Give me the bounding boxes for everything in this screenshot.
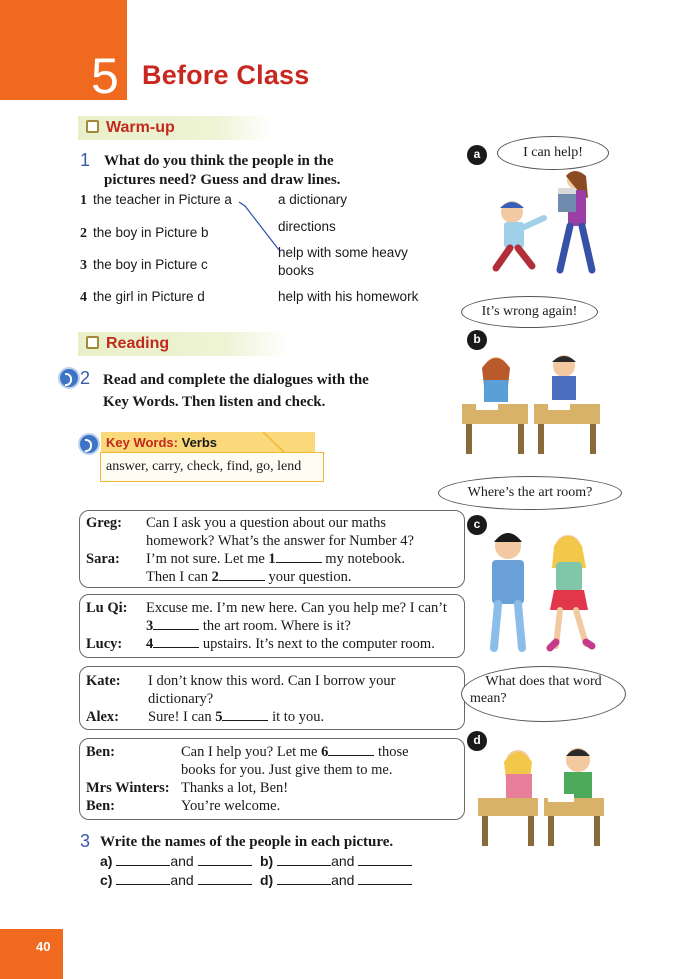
- audio-icon[interactable]: [58, 367, 80, 389]
- page-title: Before Class: [142, 60, 310, 90]
- match-right-4: help with his homework: [278, 289, 419, 304]
- dialogue-line: 3 the art room. Where is it?: [146, 618, 351, 634]
- dialogue-line: Sara: I’m not sure. Let me 1 my notebook.: [86, 551, 406, 567]
- answer-blank[interactable]: [153, 635, 199, 648]
- question-3-text: Write the names of the people in each picture.: [100, 834, 394, 850]
- name-blank[interactable]: [358, 872, 412, 885]
- match-left-2: 2 the boy in Picture b: [80, 225, 209, 241]
- answer-blank[interactable]: [153, 617, 199, 630]
- match-right-3a: help with some heavy: [278, 245, 408, 260]
- dialogue-line: dictionary?: [148, 691, 214, 707]
- match-left-3: 3 the boy in Picture c: [80, 257, 208, 273]
- speech-bubble-d: What does that word mean?: [461, 666, 626, 722]
- match-left-1: 1 the teacher in Picture a: [80, 192, 232, 208]
- keywords-audio-icon[interactable]: [78, 433, 100, 455]
- warmup-banner: Warm-up: [78, 116, 272, 140]
- question-2-text: Read and complete the dialogues with the Key Words. Then listen and check.: [103, 372, 369, 410]
- answer-blank[interactable]: [222, 708, 268, 721]
- match-left-4: 4 the girl in Picture d: [80, 289, 205, 305]
- speech-bubble-c: Where’s the art room?: [438, 476, 622, 510]
- answer-blank[interactable]: [276, 550, 322, 563]
- question-number-3: 3: [80, 831, 91, 851]
- match-right-1: a dictionary: [278, 192, 348, 207]
- dialogue-line: Then I can 2 your question.: [146, 569, 352, 585]
- page-number: 40: [36, 939, 51, 954]
- match-right-3b: books: [278, 263, 315, 278]
- dialogue-line: Alex: Sure! I can 5 it to you.: [86, 709, 325, 725]
- dialogue-line: Kate: I don’t know this word. Can I borrow your: [86, 673, 396, 689]
- picture-label-b: b: [467, 330, 487, 350]
- question-number-2: 2: [80, 368, 91, 388]
- question-number-1: 1: [80, 150, 91, 170]
- illustration-d: [474, 738, 606, 850]
- dialogue-line: books for you. Just give them to me.: [181, 762, 393, 778]
- picture-label-c: c: [467, 515, 487, 535]
- section-icon: [86, 120, 99, 133]
- picture-label-d: d: [467, 731, 487, 751]
- key-words-list: answer, carry, check, find, go, lend: [106, 459, 302, 474]
- page-number-block: [0, 929, 63, 979]
- illustration-a: [484, 168, 614, 280]
- speech-bubble-b: It’s wrong again!: [461, 296, 598, 328]
- question-1-text: What do you think the people in the pictures need? Guess and draw lines.: [104, 153, 341, 188]
- name-blank[interactable]: [277, 853, 331, 866]
- answer-blank[interactable]: [219, 568, 265, 581]
- name-blank[interactable]: [116, 872, 170, 885]
- dialogue-line: Ben: You’re welcome.: [86, 798, 281, 814]
- match-right-2: directions: [278, 219, 336, 234]
- dialogue-line: Ben: Can I help you? Let me 6 those: [86, 744, 409, 760]
- illustration-c: [476, 524, 606, 654]
- q3-item-a: a) and: [100, 853, 252, 869]
- key-words-tab-edge: [255, 432, 325, 454]
- unit-number: 5: [91, 48, 119, 104]
- dialogue-line: Mrs Winters: Thanks a lot, Ben!: [86, 780, 289, 796]
- answer-blank[interactable]: [328, 743, 374, 756]
- key-words-title: Key Words: Verbs: [106, 435, 218, 450]
- name-blank[interactable]: [198, 853, 252, 866]
- dialogue-line: Lucy: 4 upstairs. It’s next to the computer room.: [86, 636, 435, 652]
- q3-item-c: c) and: [100, 872, 252, 888]
- dialogue-line: homework? What’s the answer for Number 4?: [146, 533, 414, 549]
- illustration-b: [462, 346, 602, 458]
- q3-item-d: d) and: [260, 872, 412, 888]
- name-blank[interactable]: [116, 853, 170, 866]
- dialogue-line: Greg: Can I ask you a question about our maths: [86, 515, 387, 531]
- section-icon: [86, 336, 99, 349]
- name-blank[interactable]: [198, 872, 252, 885]
- name-blank[interactable]: [358, 853, 412, 866]
- name-blank[interactable]: [277, 872, 331, 885]
- picture-label-a: a: [467, 145, 487, 165]
- reading-banner: Reading: [78, 332, 288, 356]
- q3-item-b: b) and: [260, 853, 412, 869]
- dialogue-line: Lu Qi: Excuse me. I’m new here. Can you help me? I can’t: [86, 600, 447, 616]
- example-match-line: [235, 196, 285, 258]
- speech-bubble-a: I can help!: [497, 136, 609, 170]
